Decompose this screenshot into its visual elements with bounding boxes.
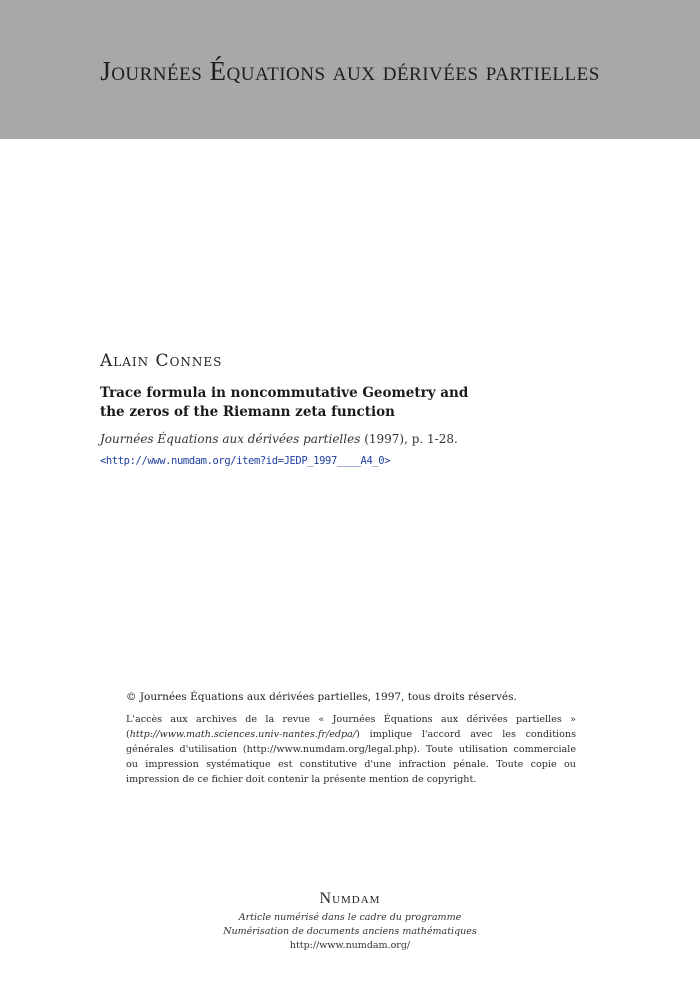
- license-text: [126, 712, 576, 787]
- citation-journal: Journées Équations aux dérivées partielles: [100, 432, 361, 446]
- numdam-program-line: Article numérisé dans le cadre du programme: [238, 912, 462, 923]
- copyright-notice: © Journées Équations aux dérivées partielles, 1997, tous droits réservés.: [126, 691, 517, 703]
- citation-details: (1997), p. 1-28.: [360, 432, 458, 446]
- article-permalink[interactable]: <http://www.numdam.org/item?id=JEDP_1997____A4_0>: [100, 455, 391, 467]
- license-part1: L'accès aux archives de la revue « Journées Équations aux dérivées partielles » (: [126, 714, 576, 740]
- article-author: Alain Connes: [100, 351, 223, 371]
- license-part3: ). Toute utilisation commerciale ou impression systématique est constitutive d'une infraction pénale. Toute copie ou impression de ce fichier doit contenir la présente mention de copyright.: [126, 744, 576, 785]
- license-url1[interactable]: http://www.math.sciences.univ-nantes.fr/edpa/: [129, 729, 357, 740]
- license-url2[interactable]: http://www.numdam.org/legal.php: [246, 744, 414, 755]
- journal-title: Journées Équations aux dérivées partielles: [100, 56, 600, 86]
- numdam-description-line: Numérisation de documents anciens mathématiques: [223, 926, 477, 937]
- license-part2: ) implique l'accord avec les conditions générales d'utilisation (: [126, 729, 576, 755]
- numdam-logo: Numdam: [319, 890, 381, 907]
- article-citation: [100, 432, 500, 446]
- numdam-url[interactable]: http://www.numdam.org/: [289, 940, 411, 951]
- article-title: Trace formula in noncommutative Geometry and the zeros of the Riemann zeta function: [100, 385, 469, 420]
